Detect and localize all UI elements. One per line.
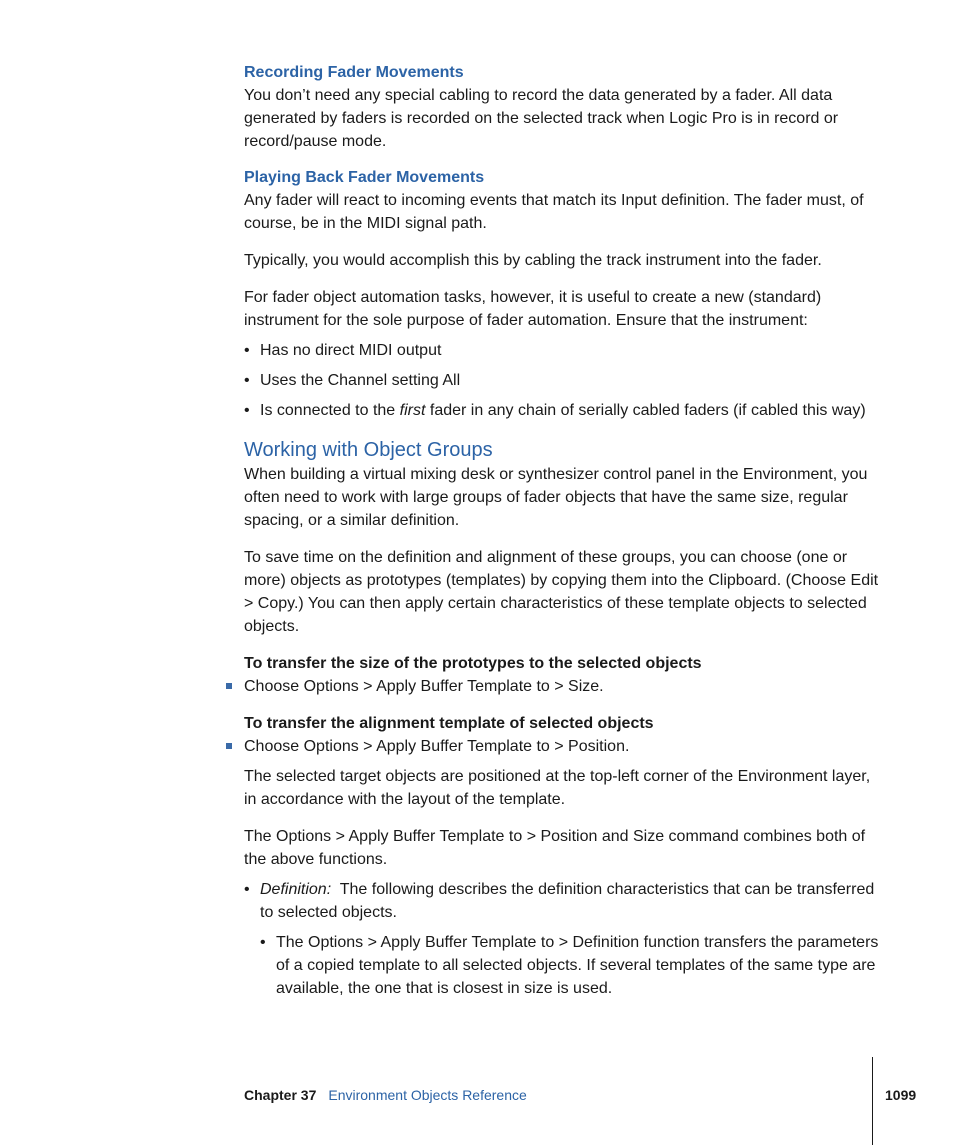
paragraph-playing-2: Typically, you would accomplish this by cabling the track instrument into the fader. [244, 252, 822, 269]
paragraph-playing-3: For fader object automation tasks, however, it is useful to create a new (standard) instrument for the sole purpose of fader automation. Ensure that the instrument: [244, 289, 822, 329]
list-item: • The Options > Apply Buffer Template to > Definition function transfers the parameters of a copied template to all selected objects. If several templates of the same type are available, the one that is closest in size is used. [260, 931, 880, 1000]
paragraph-groups-1: When building a virtual mixing desk or synthesizer control panel in the Environment, you often need to work with large groups of fader objects that have the same size, regular spacing, or a similar definition. [244, 466, 868, 529]
task-heading-alignment: To transfer the alignment template of selected objects [244, 715, 654, 732]
definition-list [244, 878, 880, 1000]
paragraph-groups-4: The Options > Apply Buffer Template to > Position and Size command combines both of the above functions. [244, 828, 866, 868]
heading-playing-back-fader-movements: Playing Back Fader Movements [244, 169, 485, 186]
task-step-size: Choose Options > Apply Buffer Template to > Size. [244, 675, 880, 698]
paragraph-playing-1: Any fader will react to incoming events that match its Input definition. The fader must, of course, be in the MIDI signal path. [244, 192, 864, 232]
instrument-requirements-list [244, 339, 880, 422]
definition-nested-list [260, 931, 880, 1000]
heading-recording-fader-movements: Recording Fader Movements [244, 64, 464, 81]
step-marker-icon [226, 743, 232, 749]
list-item: • Definition: The following describes the definition characteristics that can be transferred to selected objects. • The Options > Apply Buffer Template to > Definition function transfers the parameters of a copied template to all selected objects. If several templates of the same type are available, the one that is closest in size is used. [244, 878, 880, 1000]
paragraph-groups-3: The selected target objects are positioned at the top-left corner of the Environment layer, in accordance with the layout of the template. [244, 768, 871, 808]
footer-divider [872, 1057, 873, 1145]
bullet-marker: • [244, 402, 250, 419]
task-heading-size: To transfer the size of the prototypes to the selected objects [244, 655, 702, 672]
bullet-marker: • [260, 934, 266, 951]
list-item: • Is connected to the first fader in any chain of serially cabled faders (if cabled this way) [244, 399, 880, 422]
list-item: • Uses the Channel setting All [244, 369, 880, 392]
emphasis-first: first [399, 402, 426, 419]
paragraph-groups-2: To save time on the definition and alignment of these groups, you can choose (one or more) objects as prototypes (templates) by copying them into the Clipboard. (Choose Edit > Copy.) You can then apply certain characteristics of these template objects to selected objects. [244, 549, 879, 635]
bullet-marker: • [244, 881, 250, 898]
bullet-marker: • [244, 372, 250, 389]
list-item: • Has no direct MIDI output [244, 339, 880, 362]
task-step-position: Choose Options > Apply Buffer Template to > Position. [244, 735, 880, 758]
page-content [244, 62, 880, 1000]
definition-label: Definition: [260, 881, 332, 898]
bullet-marker: • [244, 342, 250, 359]
page-number: 1099 [885, 1087, 917, 1103]
step-marker-icon [226, 683, 232, 689]
page-footer [244, 1086, 917, 1104]
paragraph-recording: You don’t need any special cabling to record the data generated by a fader. All data generated by faders is recorded on the selected track when Logic Pro is in record or record/pause mode. [244, 87, 839, 150]
footer-chapter-title: Environment Objects Reference [328, 1087, 527, 1103]
footer-chapter: Chapter 37 [244, 1087, 317, 1103]
heading-working-with-object-groups: Working with Object Groups [244, 439, 493, 461]
